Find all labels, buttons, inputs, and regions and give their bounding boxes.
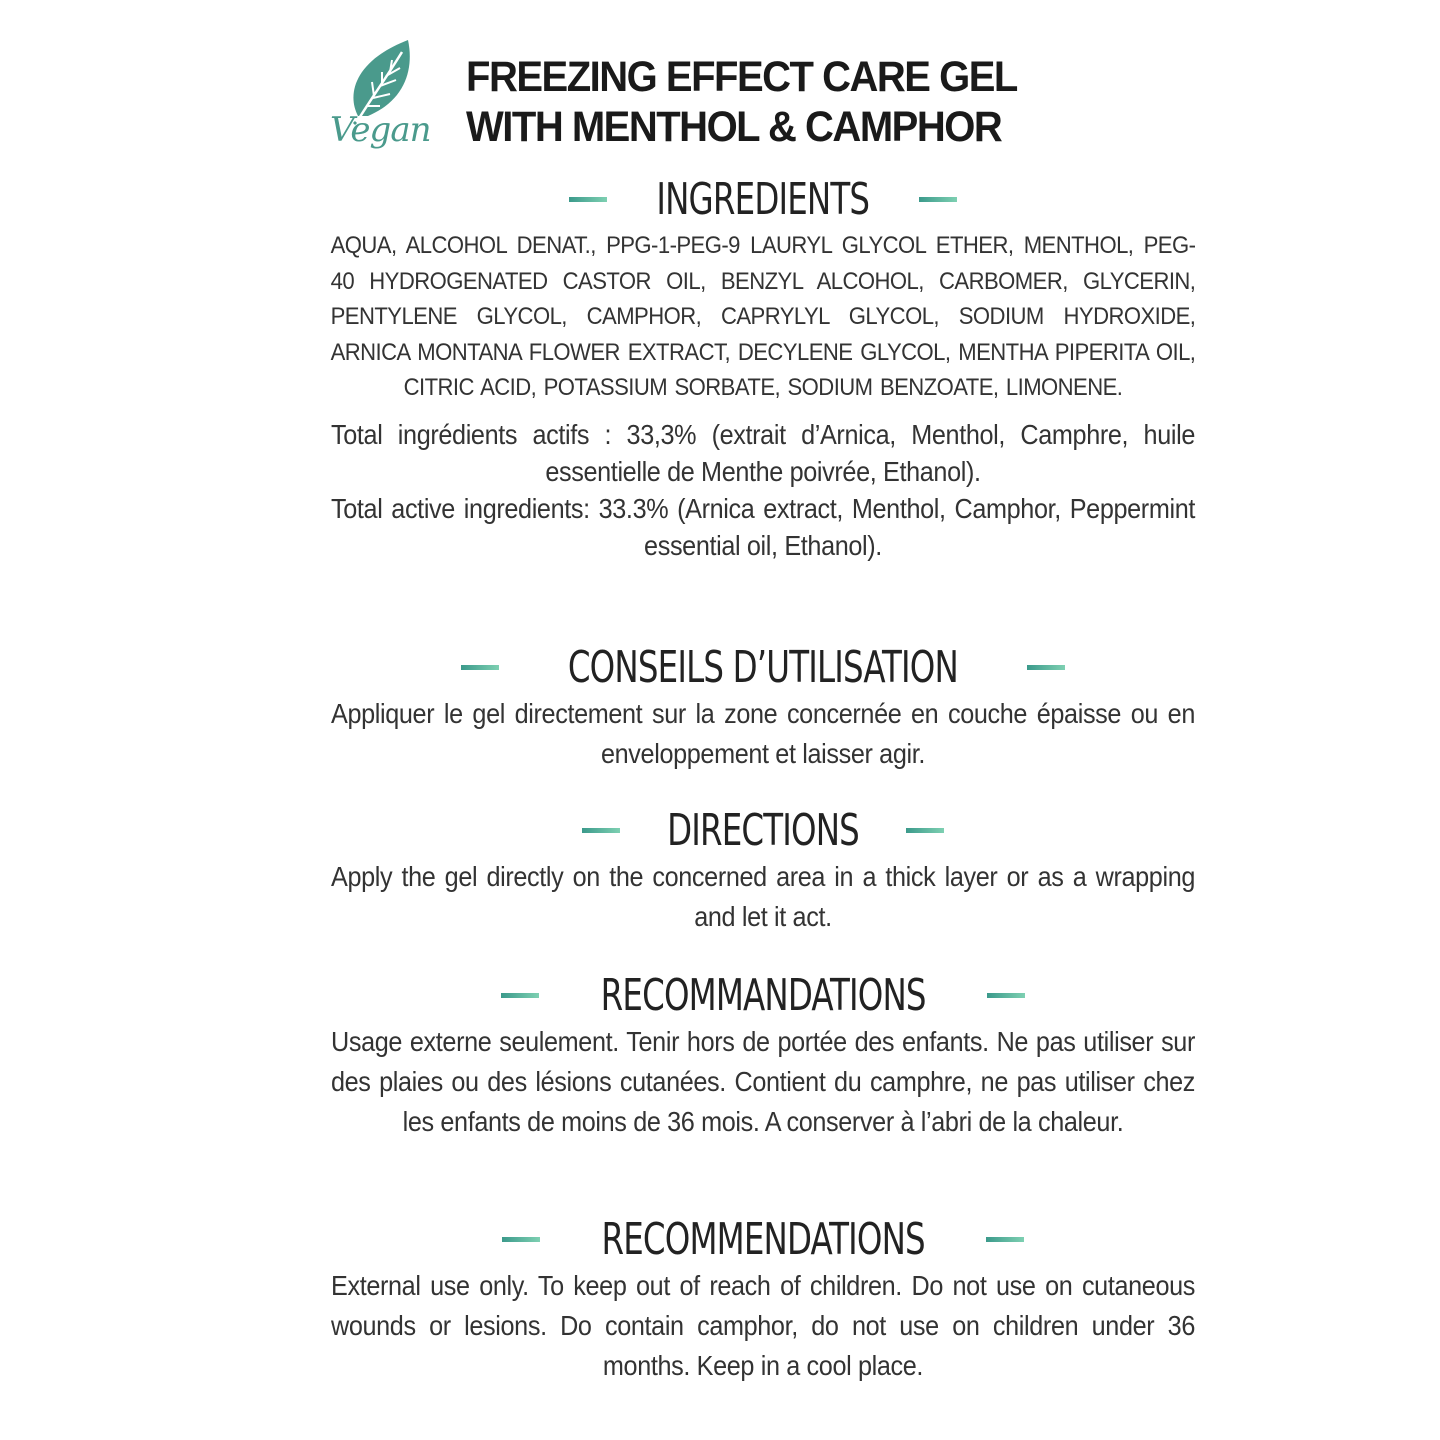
section-directions — [331, 803, 1195, 937]
section-heading — [331, 803, 1195, 857]
active-ingredients-fr: Total ingrédients actifs : 33,3% (extrait d’Arnica, Menthol, Camphre, huile essentielle de Menthe poivrée, Ethanol). — [331, 418, 1195, 487]
ingredients-list: AQUA, ALCOHOL DENAT., PPG-1-PEG-9 LAURYL GLYCOL ETHER, MENTHOL, PEG-40 HYDROGENATED CASTOR OIL, BENZYL ALCOHOL, CARBOMER, GLYCERIN, PENTYLENE GLYCOL, CAMPHOR, CAPRYLYL GLYCOL, SODIUM HYDROXIDE, ARNICA MONTANA FLOWER EXTRACT, DECYLENE GLYCOL, MENTHA PIPERITA OIL, CITRIC ACID, POTASSIUM SORBATE, SODIUM BENZOATE, LIMONENE. — [330, 232, 1196, 401]
accent-dash — [1027, 665, 1065, 670]
section-recommendations — [331, 1212, 1195, 1386]
vegan-label: Vegan — [330, 110, 431, 150]
section-ingredients — [331, 172, 1195, 564]
heading-text: RECOMMENDATIONS — [601, 1213, 925, 1265]
section-body: External use only. To keep out of reach of children. Do not use on cutaneous wounds or lesions. Do contain camphor, do not use on children under 36 months. Keep in a cool place. — [331, 1270, 1195, 1381]
product-title — [466, 52, 1017, 152]
section-body: Usage externe seulement. Tenir hors de portée des enfants. Ne pas utiliser sur des plaies ou des lésions cutanées. Contient du camphre, ne pas utiliser chez les enfants de moins de 36 mois. A conserver à l’abri de la chaleur. — [331, 1026, 1195, 1137]
section-heading — [331, 968, 1195, 1022]
accent-dash — [501, 993, 539, 998]
heading-text: CONSEILS D’UTILISATION — [567, 641, 959, 693]
accent-dash — [919, 197, 957, 202]
section-heading — [331, 1212, 1195, 1266]
section-body: Appliquer le gel directement sur la zone concernée en couche épaisse ou en enveloppement et laisser agir. — [331, 698, 1195, 769]
accent-dash — [582, 828, 620, 833]
product-header — [328, 38, 1088, 163]
section-heading — [331, 172, 1195, 226]
section-body: Apply the gel directly on the concerned area in a thick layer or as a wrapping and let it act. — [331, 861, 1195, 932]
section-conseils — [331, 640, 1195, 774]
accent-dash — [906, 828, 944, 833]
heading-text: INGREDIENTS — [656, 173, 870, 225]
accent-dash — [502, 1237, 540, 1242]
accent-dash — [461, 665, 499, 670]
section-recommandations — [331, 968, 1195, 1142]
title-line-1: FREEZING EFFECT CARE GEL — [466, 53, 1017, 101]
accent-dash — [986, 1237, 1024, 1242]
section-heading — [331, 640, 1195, 694]
heading-text: RECOMMANDATIONS — [600, 969, 926, 1021]
title-line-2: WITH MENTHOL & CAMPHOR — [466, 103, 1002, 151]
active-ingredients-en: Total active ingredients: 33.3% (Arnica extract, Menthol, Camphor, Peppermint essential oil, Ethanol). — [331, 492, 1195, 561]
accent-dash — [987, 993, 1025, 998]
accent-dash — [569, 197, 607, 202]
vegan-logo — [328, 38, 434, 163]
heading-text: DIRECTIONS — [667, 804, 859, 856]
